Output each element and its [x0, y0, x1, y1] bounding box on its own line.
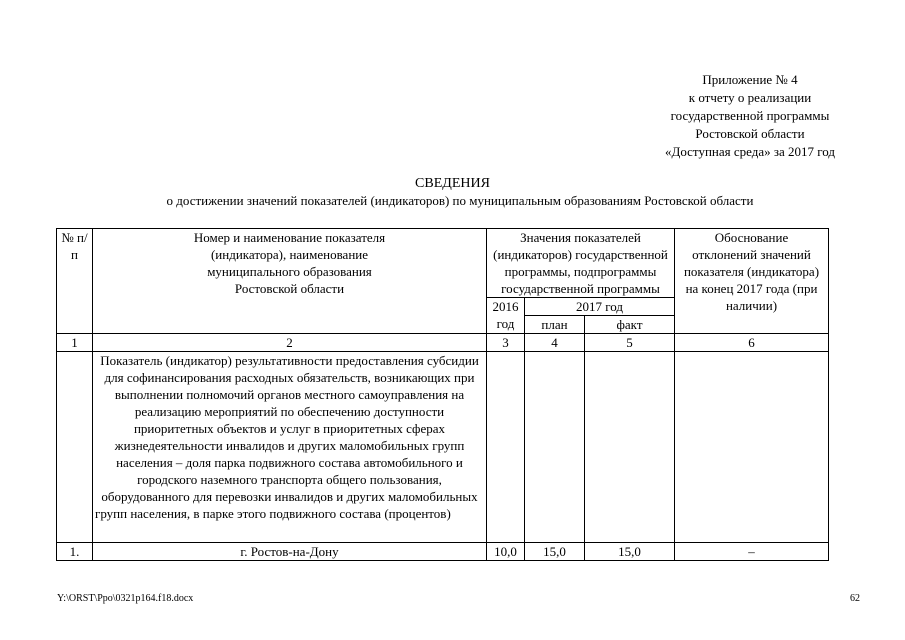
indicators-table [56, 228, 829, 561]
appendix-line: Ростовской области [695, 126, 805, 141]
appendix-line: «Доступная среда» за 2017 год [664, 144, 836, 159]
header-plan: план [525, 316, 585, 334]
header-year-2017: 2017 год [525, 298, 675, 316]
row-justification: – [675, 543, 829, 561]
header-fact: факт [585, 316, 675, 334]
column-number: 1 [57, 334, 93, 352]
header-num: № п/п [57, 229, 93, 334]
footer-page-number: 62 [850, 593, 860, 604]
column-number: 6 [675, 334, 829, 352]
footer-file-path: Y:\ORST\Ppo\0321p164.f18.docx [57, 593, 194, 604]
indicator-row [57, 352, 829, 543]
row-value-2016: 10,0 [487, 543, 525, 561]
indicator-text: Показатель (индикатор) результативности предоставления субсидии для софинансирования расходных обязательств, возникающих при выполнении полномочий органов местного самоуправления на реализацию мероприятий по обеспечению доступности приоритетных объектов и услуг в приоритетных сферах жизнедеятельности инвалидов и других маломобильных групп населения – доля парка подвижного состава автомобильного и городского наземного транспорта общего пользования, оборудованного для перевозки инвалидов и других маломобильных групп населения, в парке этого подвижного состава (процентов) [93, 352, 487, 543]
row-num: 1. [57, 543, 93, 561]
row-municipality: г. Ростов-на-Дону [93, 543, 487, 561]
document-title: СВЕДЕНИЯ [415, 176, 490, 191]
row-fact-2017: 15,0 [585, 543, 675, 561]
header-values: Значения показателей (индикаторов) государственной программы, подпрограммы государственной программы [487, 229, 675, 298]
column-number: 2 [93, 334, 487, 352]
header-name: Номер и наименование показателя (индикатора), наименование муниципального образования Ростовской области [93, 229, 487, 334]
column-number: 5 [585, 334, 675, 352]
column-number: 3 [487, 334, 525, 352]
appendix-line: Приложение № 4 [702, 72, 798, 87]
column-number: 4 [525, 334, 585, 352]
document-subtitle: о достижении значений показателей (индикаторов) по муниципальным образованиям Ростовской области [166, 193, 754, 208]
table-row [57, 543, 829, 561]
appendix-line: государственной программы [670, 108, 830, 123]
header-justification: Обоснование отклонений значений показателя (индикатора) на конец 2017 года (при наличии) [675, 229, 829, 334]
appendix-line: к отчету о реализации [688, 90, 812, 105]
row-plan-2017: 15,0 [525, 543, 585, 561]
header-year-2016: 2016 год [487, 298, 525, 334]
appendix-note [600, 71, 900, 161]
